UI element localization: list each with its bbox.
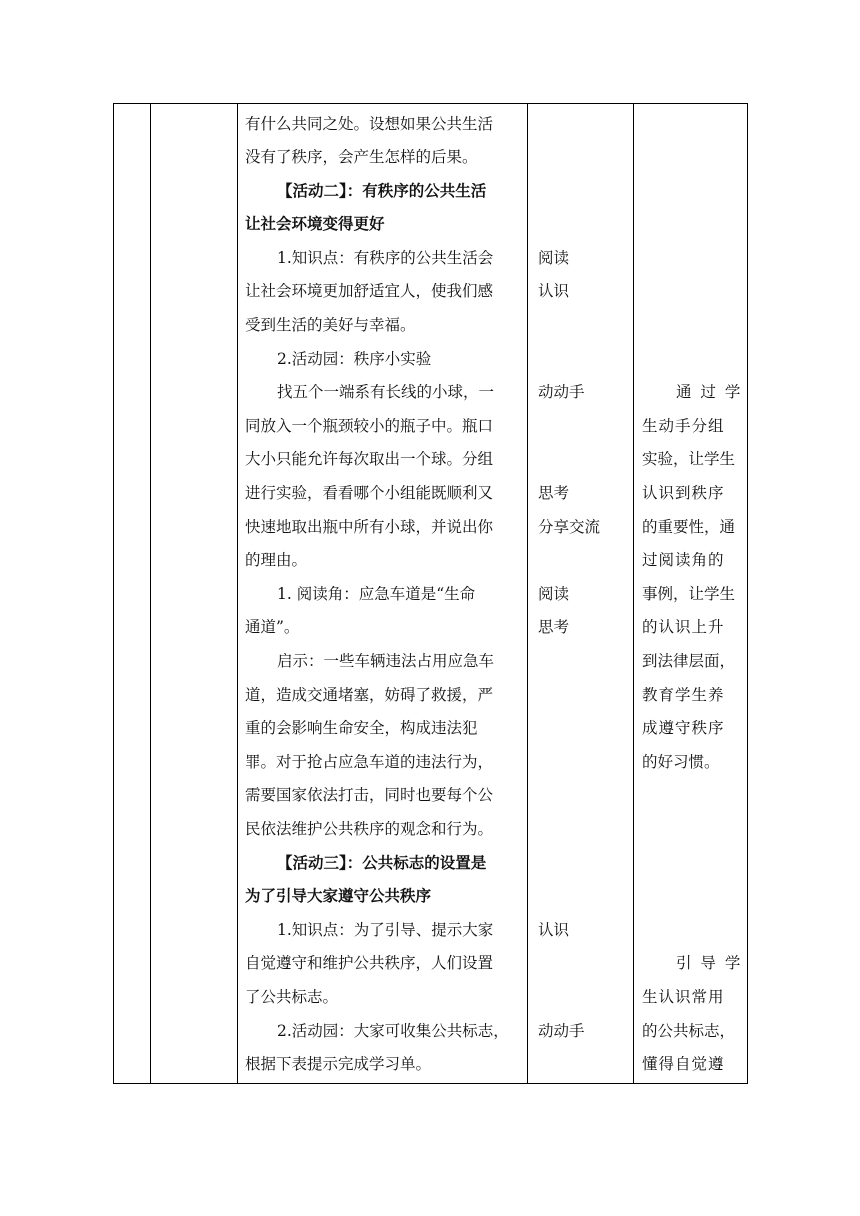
activity-heading: 【活动二】：有秩序的公共生活	[277, 182, 487, 200]
content-line: 需要国家依法打击，同时也要每个公	[245, 786, 494, 804]
intent-line: 引 导 学	[676, 954, 741, 972]
content-line: 有什么共同之处。设想如果公共生活	[245, 115, 494, 133]
content-line: 自觉遵守和维护公共秩序，人们设置	[245, 954, 494, 972]
intent-line: 过阅读角的	[642, 551, 725, 569]
content-line: 1.知识点：有秩序的公共生活会	[277, 249, 494, 267]
activity-cell: 分享交流	[538, 518, 601, 536]
content-line: 没有了秩序，会产生怎样的后果。	[245, 148, 478, 166]
activity-cell: 思考	[538, 484, 570, 502]
content-line: 通道”。	[245, 618, 300, 636]
activity-heading: 让社会环境变得更好	[245, 215, 385, 233]
content-line: 根据下表提示完成学习单。	[245, 1055, 432, 1073]
activity-cell: 动动手	[538, 1022, 585, 1040]
intent-line: 事例，让学生	[642, 585, 736, 603]
column-divider	[150, 104, 151, 1083]
intent-line: 认识到秩序	[642, 484, 725, 502]
activity-cell: 认识	[538, 921, 570, 939]
content-line: 的理由。	[245, 551, 308, 569]
activity-heading: 为了引导大家遵守公共秩序	[245, 887, 432, 905]
content-line: 1.知识点：为了引导、提示大家	[277, 921, 494, 939]
content-line: 2.活动园：大家可收集公共标志，	[277, 1022, 509, 1040]
content-line: 了公共标志。	[245, 988, 339, 1006]
content-line: 大小只能允许每次取出一个球。分组	[245, 450, 494, 468]
activity-cell: 阅读	[538, 249, 570, 267]
content-line: 受到生活的美好与幸福。	[245, 316, 416, 334]
intent-line: 懂得自觉遵	[642, 1055, 725, 1073]
activity-cell: 思考	[538, 618, 570, 636]
column-divider	[633, 104, 634, 1083]
intent-line: 实验，让学生	[642, 450, 736, 468]
content-line: 道，造成交通堵塞，妨碍了救援，严	[245, 686, 494, 704]
intent-line: 生动手分组	[642, 417, 725, 435]
intent-line: 成遵守秩序	[642, 719, 725, 737]
content-line: 快速地取出瓶中所有小球，并说出你	[245, 518, 494, 536]
content-line: 启示：一些车辆违法占用应急车	[277, 652, 495, 670]
column-divider	[527, 104, 528, 1083]
intent-line: 到法律层面，	[642, 652, 736, 670]
content-line: 进行实验，看看哪个小组能既顺利又	[245, 484, 494, 502]
intent-line: 通 过 学	[676, 383, 741, 401]
content-line: 找五个一端系有长线的小球，一	[277, 383, 495, 401]
intent-line: 的公共标志，	[642, 1022, 736, 1040]
content-line: 罪。对于抢占应急车道的违法行为，	[245, 753, 494, 771]
content-line: 重的会影响生命安全，构成违法犯	[245, 719, 478, 737]
intent-line: 的好习惯。	[642, 753, 720, 771]
intent-line: 的重要性，通	[642, 518, 736, 536]
activity-heading: 【活动三】：公共标志的设置是	[277, 854, 487, 872]
content-line: 让社会环境更加舒适宜人，使我们感	[245, 282, 494, 300]
column-divider	[237, 104, 238, 1083]
content-line: 2.活动园：秩序小实验	[277, 350, 432, 368]
intent-line: 生认识常用	[642, 988, 725, 1006]
content-line: 民依法维护公共秩序的观念和行为。	[245, 820, 494, 838]
intent-line: 教育学生养	[642, 686, 725, 704]
intent-line: 的认识上升	[642, 618, 725, 636]
content-line: 1. 阅读角：应急车道是“生命	[277, 585, 476, 603]
activity-cell: 认识	[538, 282, 570, 300]
activity-cell: 阅读	[538, 585, 570, 603]
activity-cell: 动动手	[538, 383, 585, 401]
content-line: 同放入一个瓶颈较小的瓶子中。瓶口	[245, 417, 494, 435]
